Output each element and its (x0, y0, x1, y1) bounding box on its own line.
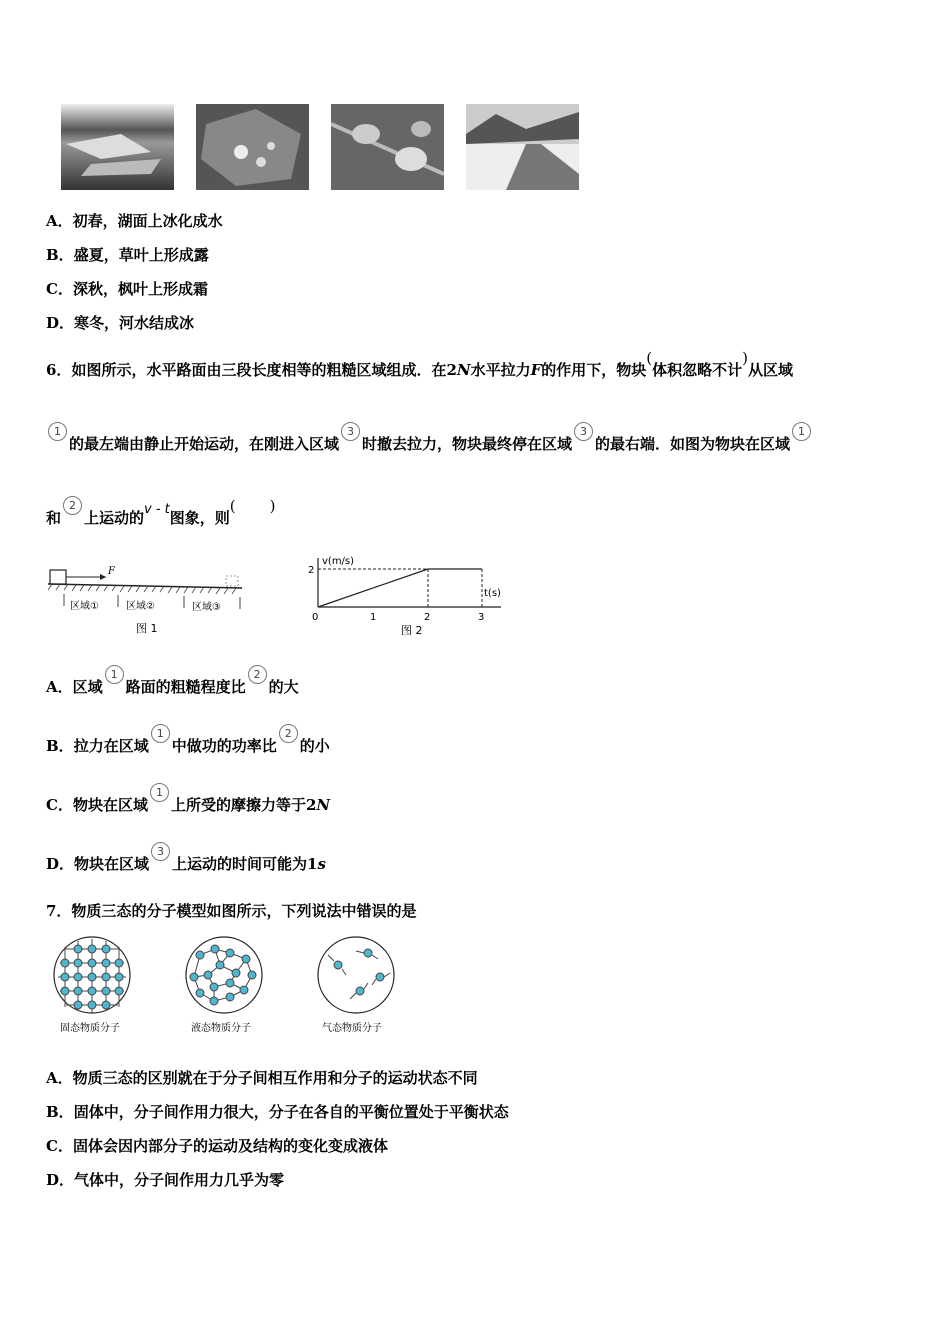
vt-segment-accelerate (318, 569, 428, 607)
photo-dew-leaf (196, 104, 309, 190)
fig1-force-label: F (108, 566, 115, 577)
q7-option-a[interactable]: A．物质三态的区别就在于分子间相互作用和分子的运动状态不同 (46, 1069, 478, 1087)
figure-2-vt-graph (306, 552, 516, 642)
figure-1-track (46, 562, 246, 642)
circle-2: 2 (63, 496, 82, 515)
vt-y-tick: 2 (308, 565, 315, 576)
q7-molecule-figure (50, 935, 410, 1040)
circle-1: 1 (48, 422, 67, 441)
circle-3: 3 (574, 422, 593, 441)
caption-gas: 气态物质分子 (322, 1023, 382, 1034)
fig1-caption: 图 1 (136, 622, 158, 635)
circle-1: 1 (150, 783, 169, 802)
q5-option-d[interactable]: D．寒冬，河水结成冰 (46, 314, 195, 332)
q7-option-c[interactable]: C．固体会因内部分子的运动及结构的变化变成液体 (46, 1137, 388, 1155)
q7-option-d[interactable]: D．气体中，分子间作用力几乎为零 (46, 1171, 285, 1189)
circle-2: 2 (279, 724, 298, 743)
q7-option-b[interactable]: B．固体中，分子间作用力很大，分子在各自的平衡位置处于平衡状态 (46, 1103, 509, 1121)
q7-stem: 7．物质三态的分子模型如图所示，下列说法中错误的是 (46, 902, 417, 920)
q6-option-c[interactable]: C．物块在区域1上所受的摩擦力等于2N (46, 795, 330, 816)
circle-1: 1 (105, 665, 124, 684)
fig1-zone-3: 区域③ (192, 602, 221, 613)
fig2-caption: 图 2 (401, 624, 423, 637)
q5-option-c[interactable]: C．深秋，枫叶上形成霜 (46, 280, 208, 298)
vt-x-tick-0: 0 (312, 612, 319, 623)
photo-frost-leaves (331, 104, 444, 190)
circle-3: 3 (151, 842, 170, 861)
q5-option-b[interactable]: B．盛夏，草叶上形成露 (46, 246, 209, 264)
circle-1: 1 (792, 422, 811, 441)
q6-stem-line1: 6．如图所示，水平路面由三段长度相等的粗糙区域组成．在2N水平拉力F的作用下，物块(体积忽略不计)从区域 (46, 349, 794, 379)
vt-x-tick-2: 2 (424, 612, 431, 623)
q6-stem-line2: 1的最左端由静止开始运动，在刚进入区域3时撤去拉力，物块最终停在区域3的最右端．如图为物块在区域1 (46, 434, 813, 455)
q6-option-b[interactable]: B．拉力在区域1中做功的功率比2的小 (46, 736, 330, 757)
photo-frozen-river (466, 104, 579, 190)
vt-x-tick-3: 3 (478, 612, 485, 623)
caption-solid: 固态物质分子 (60, 1023, 120, 1034)
vt-x-tick-1: 1 (370, 612, 377, 623)
circle-1: 1 (151, 724, 170, 743)
caption-liquid: 液态物质分子 (191, 1023, 251, 1034)
fig1-zone-2: 区域② (126, 601, 155, 612)
circle-3: 3 (341, 422, 360, 441)
circle-2: 2 (248, 665, 267, 684)
fig1-zone-1: 区域① (70, 601, 99, 612)
q5-option-a[interactable]: A．初春，湖面上冰化成水 (46, 212, 223, 230)
vt-ylabel: v(m/s) (322, 556, 355, 567)
vt-xlabel: t(s) (484, 588, 501, 599)
q6-option-d[interactable]: D．物块在区域3上运动的时间可能为1s (46, 854, 326, 875)
q6-stem-line3: 和2上运动的v - t图象，则( ) (46, 497, 276, 527)
q6-option-a[interactable]: A．区域1路面的粗糙程度比2的大 (46, 677, 299, 698)
photo-lake-ice (61, 104, 174, 190)
